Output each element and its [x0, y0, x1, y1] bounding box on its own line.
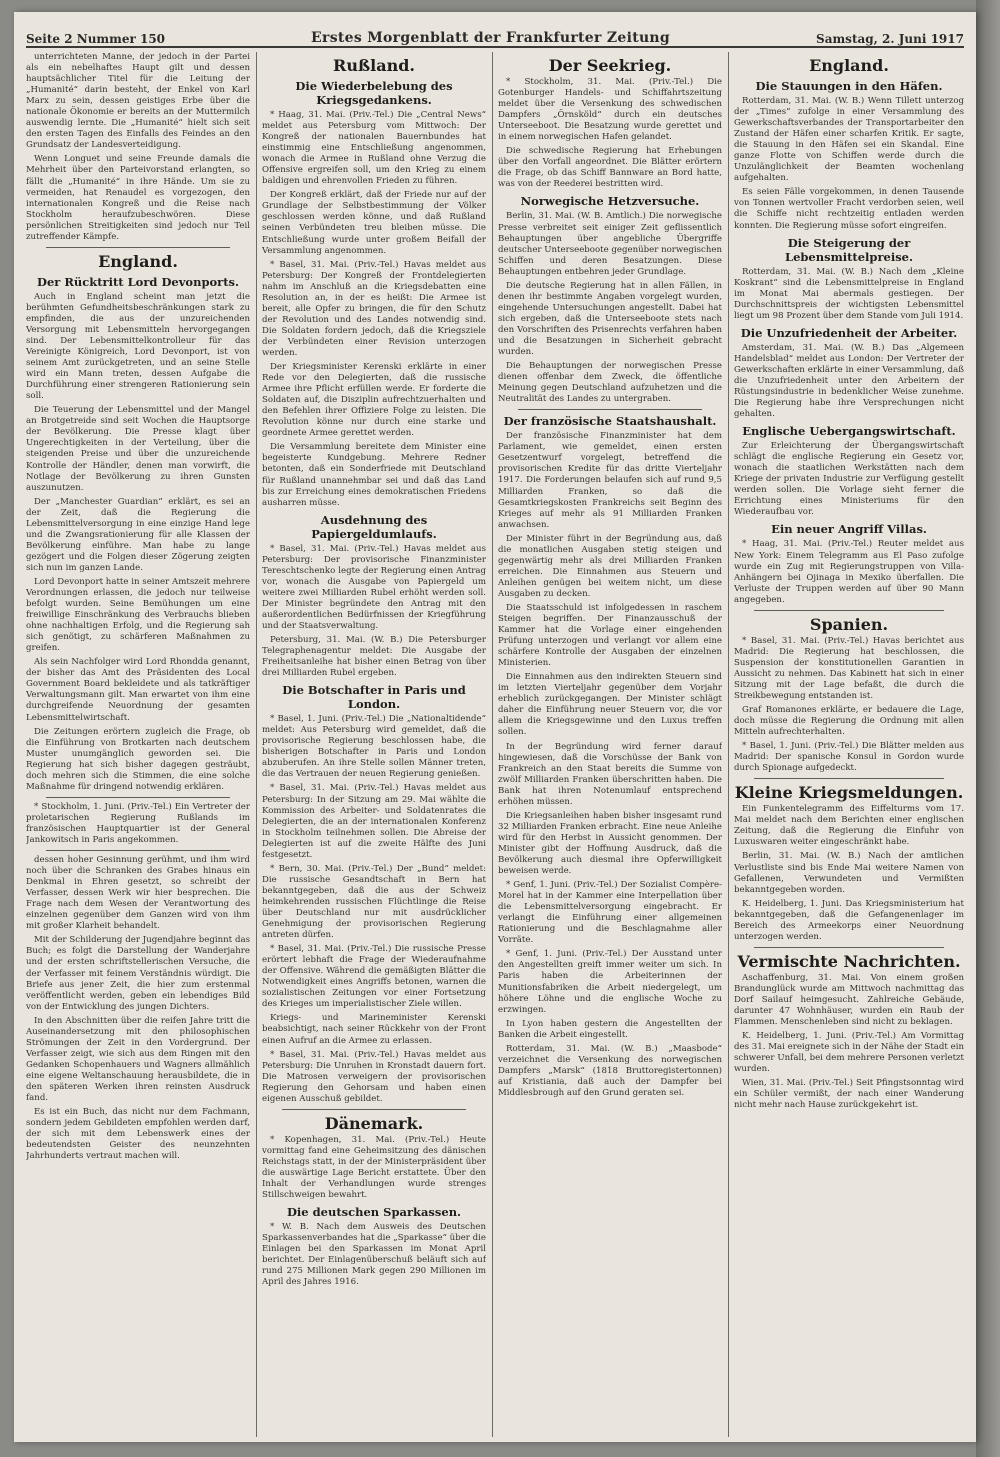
article-paragraph: Petersburg, 31. Mai. (W. B.) Die Petersburger Telegraphenagentur meldet: Die Ausgabe der Freiheitsanleihe hat bisher einen Betrag von über drei Milliarden Rubel ergeben.: [262, 635, 486, 679]
article-paragraph: In den Abschnitten über die reifen Jahre tritt die Auseinandersetzung mit den philosophischen Strömungen der Zeit in den Vordergrund. Der Verfasser zeigt, wie sich aus dem Ringen mit den Gedanken Schopenhauers und Wagners allmählich eine eigene Weltanschauung herausbildete, die in den späteren Werken ihren reinsten Ausdruck fand.: [26, 1015, 250, 1104]
newspaper-page: [14, 12, 976, 1442]
article-paragraph: Rotterdam, 31. Mai. (W. B.) Wenn Tillett unterzog der „Times“ zufolge in einer Versammlung des Gewerkschaftsverbandes der Transportarbeiter den Zustand der Häfen einer scharfen Kritik. Er sagte, die Stauung in den Häfen sei ein Skandal. Eine ganze Flotte von Schiffen werde durch die Unzulänglichkeit der Beamten wochenlang aufgehalten.: [734, 96, 964, 184]
article-paragraph: Als sein Nachfolger wird Lord Rhondda genannt, der bisher das Amt des Präsidenten des Local Government Board bekleidete und als tatkräftiger Verwaltungsmann gilt. Man erwartet von ihm eine durchgreifende Neuordnung der gesamten Lebensmittelwirtschaft.: [26, 657, 250, 723]
article-paragraph: * Genf, 1. Juni. (Priv.-Tel.) Der Ausstand unter den Angestellten greift immer weiter um sich. In Paris haben die Arbeiterinnen der Munitionsfabriken die Arbeit niedergelegt, um höhere Löhne und die englische Woche zu erzwingen.: [498, 949, 722, 1015]
article-paragraph: Die Kriegsanleihen haben bisher insgesamt rund 32 Milliarden Franken erbracht. Eine neue Anleihe wird für den Herbst in Aussicht genommen. Der Minister gibt der Hoffnung Ausdruck, daß die Bevölkerung auch diesmal ihre Opferwilligkeit beweisen werde.: [498, 810, 722, 877]
separator-rule: [754, 778, 944, 779]
issue-date: Samstag, 2. Juni 1917: [816, 32, 964, 46]
article-paragraph: * Basel, 31. Mai. (Priv.-Tel.) Havas berichtet aus Madrid: Die Regierung hat beschlossen, die Suspension der konstitutionellen Garantien in Aussicht zu nehmen. Das Kabinett hat sich in einer Sitzung mit der Lage befaßt, die durch die Streikbewegung entstanden ist.: [734, 635, 964, 701]
article-headline: Ausdehnung des Papiergeldumlaufs.: [311, 512, 437, 541]
article-paragraph: Die deutsche Regierung hat in allen Fällen, in denen ihr bestimmte Angaben vorgelegt wurden, eingehende Untersuchungen angestellt. Dabei hat sich ergeben, daß die Unterseeboote stets nach den Vorschriften des Prisenrechts verfahren haben und die Besatzungen in Sicherheit gebracht wurden.: [498, 280, 722, 358]
column-4: [734, 52, 964, 1437]
article-paragraph: * Basel, 1. Juni. (Priv.-Tel.) Die „Nationaltidende“ meldet: Aus Petersburg wird gemeldet, daß die provisorische Regierung beschlossen habe, die bisherigen Botschafter in Paris und London abzuberufen. An ihre Stelle sollen Männer treten, die das Vertrauen der neuen Regierung genießen.: [262, 714, 486, 780]
article-paragraph: Zur Erleichterung der Übergangswirtschaft schlägt die englische Regierung ein Gesetz vor, wonach die staatlichen Werkstätten nach dem Kriege der privaten Industrie zur Verfügung gestellt werden sollen. Die Vorlage sieht ferner die Errichtung eines Ministeriums für den Wiederaufbau vor.: [734, 441, 964, 518]
column-3: [498, 52, 722, 1437]
separator-rule: [46, 797, 230, 798]
column-1: [26, 52, 250, 1437]
separator-rule: [46, 850, 230, 851]
article-headline: Norwegische Hetzversuche.: [520, 194, 700, 209]
section-heading: Vermischte Nachrichten.: [737, 951, 961, 971]
article-paragraph: Die Teuerung der Lebensmittel und der Mangel an Brotgetreide sind seit Wochen die Hauptsorge der Bevölkerung. Die Presse klagt über Ungerechtigkeiten in der Verteilung, über die steigenden Preise und über die unzureichende Kontrolle der Händler, denen man vorwirft, die Notlage der Bevölkerung zu ihren Gunsten auszunutzen.: [26, 405, 250, 493]
article-paragraph: Amsterdam, 31. Mai. (W. B.) Das „Algemeen Handelsblad“ meldet aus London: Der Vertreter der Gewerkschaften erklärte in einer Versammlung, daß die Unzufriedenheit unter den Arbeitern der Rüstungsindustrie in bedenklicher Weise zunehme. Die Regierung habe ihre Versprechungen nicht gehalten.: [734, 342, 964, 420]
separator-rule: [46, 247, 230, 248]
article-paragraph: * Haag, 31. Mai. (Priv.-Tel.) Die „Central News“ meldet aus Petersburg vom Mittwoch: Der Kongreß der nationalen Bauernbundes hat einstimmig eine Entschließung angenommen, wonach die Armee in Rußland ohne Verzug die Offensive ergreifen soll, um den Krieg zu einem baldigen und ehrenvollen Frieden zu führen.: [262, 110, 486, 187]
article-paragraph: Berlin, 31. Mai. (W. B.) Nach der amtlichen Verlustliste sind bis Ende Mai weitere Namen von Gefallenen, Verwundeten und Vermißten bekanntgegeben worden.: [734, 851, 964, 895]
article-paragraph: Die Zeitungen erörtern zugleich die Frage, ob die Einführung von Brotkarten nach deutschem Muster unumgänglich geworden sei. Die Regierung hat sich bisher dagegen gesträubt, doch mehren sich die Stimmen, die eine solche Maßnahme für dringend notwendig erklären.: [26, 726, 250, 792]
article-headline: Die Steigerung der Lebensmittelpreise.: [784, 235, 914, 264]
article-paragraph: Rotterdam, 31. Mai. (W. B.) Nach dem „Kleine Koskrant“ sind die Lebensmittelpreise in England im Monat Mai abermals gestiegen. Der Durchschnittspreis der wichtigsten Lebensmittel liegt um 98 Prozent über dem Stande vom Juli 1914.: [734, 266, 964, 321]
separator-rule: [754, 947, 944, 948]
article-paragraph: * Haag, 31. Mai. (Priv.-Tel.) Reuter meldet aus New York: Einem Telegramm aus El Paso zufolge wurde ein Zug mit Regierungstruppen von Villa-Anhängern bei Ojinaga in Mexiko überfallen. Die Verluste der Truppen werden auf über 90 Mann angegeben.: [734, 539, 964, 605]
article-paragraph: Die Behauptungen der norwegischen Presse dienen offenbar dem Zweck, die öffentliche Meinung gegen Deutschland aufzuhetzen und die Neutralität des Landes zu untergraben.: [498, 361, 722, 405]
article-paragraph: Der Kriegsminister Kerenski erklärte in einer Rede vor den Delegierten, daß die russische Armee ihre Pflicht erfüllen werde. Er forderte die Soldaten auf, die Disziplin aufrechtzuerhalten und den Befehlen ihrer Offiziere Folge zu leisten. Die Revolution könne nur durch eine starke und geordnete Armee gerettet werden.: [262, 362, 486, 439]
section-heading: Spanien.: [809, 614, 889, 634]
article-headline: Der Rücktritt Lord Devonports.: [36, 274, 240, 289]
separator-rule: [518, 409, 702, 410]
article-paragraph: Graf Romanones erklärte, er bedauere die Lage, doch müsse die Regierung die Ordnung mit allen Mitteln aufrechterhalten.: [734, 705, 964, 738]
article-headline: Ein neuer Angriff Villas.: [771, 522, 927, 537]
article-paragraph: Wien, 31. Mai. (Priv.-Tel.) Seit Pfingstsonntag wird ein Schüler vermißt, der nach einer Wanderung nicht mehr nach Hause zurückgekehrt ist.: [734, 1078, 964, 1111]
article-paragraph: Es seien Fälle vorgekommen, in denen Tausende von Tonnen wertvoller Fracht verdorben seien, weil die Schiffe nicht rechtzeitig entladen werden konnten. Die Regierung müsse sofort eingreifen.: [734, 187, 964, 231]
article-paragraph: Die Einnahmen aus den indirekten Steuern sind im letzten Vierteljahr gegenüber dem Vorjahr erheblich zurückgegangen. Der Minister schlägt daher die Einführung neuer Steuern vor, die vor allem die Kriegsgewinne und den Luxus treffen sollen.: [498, 672, 722, 738]
article-paragraph: * Stockholm, 31. Mai. (Priv.-Tel.) Die Gotenburger Handels- und Schiffahrtszeitung meldet über die Versenkung des schwedischen Dampfers „Örnsköld“ durch ein deutsches Unterseeboot. Die Besatzung wurde gerettet und in einem norwegischen Hafen gelandet.: [498, 77, 722, 143]
section-heading: England.: [809, 56, 889, 75]
article-paragraph: Die schwedische Regierung hat Erhebungen über den Vorfall angeordnet. Die Blätter erörtern die Frage, ob das Schiff Bannware an Bord hatte, was von der Reederei bestritten wird.: [498, 146, 722, 190]
article-paragraph: Berlin, 31. Mai. (W. B. Amtlich.) Die norwegische Presse verbreitet seit einiger Zeit geflissentlich Behauptungen über angebliche Übergriffe deutscher Unterseeboote gegenüber norwegischen Schiffen und deren Besatzungen. Diese Behauptungen entbehren jeder Grundlage.: [498, 211, 722, 277]
article-paragraph: Es ist ein Buch, das nicht nur dem Fachmann, sondern jedem Gebildeten empfohlen werden darf, der sich mit dem Lebenswerk eines der bedeutendsten Geister des neunzehnten Jahrhunderts vertraut machen will.: [26, 1107, 250, 1162]
section-heading: Dänemark.: [324, 1113, 424, 1133]
article-paragraph: dessen hoher Gesinnung gerühmt, und ihm wird noch über die Schranken des Grabes hinaus ein Denkmal in Ehren gesetzt, so schreibt der Verfasser, dessen Werk wir hier besprechen. Die Frage nach dem Wesen der Verantwortung des einzelnen gegenüber dem Ganzen wird von ihm mit großer Klarheit behandelt.: [26, 855, 250, 932]
article-paragraph: Der Kongreß erklärt, daß der Friede nur auf der Grundlage der Selbstbestimmung der Völker geschlossen werden könne, und daß Rußland seinen Verbündeten treu bleiben müsse. Die Entschließung wurde unter großem Beifall der Versammlung angenommen.: [262, 190, 486, 256]
section-heading: Rußland.: [333, 56, 415, 75]
page-number: Seite 2 Nummer 150: [26, 32, 166, 46]
article-paragraph: * W. B. Nach dem Ausweis des Deutschen Sparkassenverbandes hat die „Sparkasse“ über die Einlagen bei den Sparkassen im Monat April berichtet. Der Einlagenüberschuß beläuft sich auf rund 275 Millionen Mark gegen 290 Millionen im April des Jahres 1916.: [262, 1222, 486, 1288]
article-paragraph: Der „Manchester Guardian“ erklärt, es sei an der Zeit, daß die Regierung die Lebensmittelversorgung in eine einzige Hand lege und die Zwangsrationierung für alle Klassen der Bevölkerung einführe. Man habe zu lange gezögert und die Folgen dieser Zögerung zeigten sich nun im ganzen Lande.: [26, 496, 250, 573]
article-paragraph: * Stockholm, 1. Juni. (Priv.-Tel.) Ein Vertreter der proletarischen Regierung Rußlands im französischen Hauptquartier ist der General Jankowitsch in Paris angekommen.: [26, 801, 250, 845]
article-paragraph: Aschaffenburg, 31. Mai. Von einem großen Brandunglück wurde am Mittwoch nachmittag das Dorf Sailauf heimgesucht. Zahlreiche Gebäude, darunter 47 Wohnhäuser, wurden ein Raub der Flammen. Menschenleben sind nicht zu beklagen.: [734, 972, 964, 1028]
article-headline: Die Wiederbelebung des Kriegsgedankens.: [295, 79, 453, 107]
article-paragraph: * Basel, 31. Mai. (Priv.-Tel.) Havas meldet aus Petersburg: Der Kongreß der Frontdelegierten nahm im Anschluß an die Kriegsdebatten eine Resolution an, in der es heißt: Die Armee ist bereit, alle Opfer zu bringen, die für den Schutz der Revolution und des Landes notwendig sind. Die Soldaten fordern jedoch, daß die Kriegsziele der Verbündeten einer Revision unterzogen werden.: [262, 259, 486, 358]
article-paragraph: Rotterdam, 31. Mai. (W. B.) „Maasbode“ verzeichnet die Versenkung des norwegischen Dampfers „Marsk“ (1818 Bruttoregistertonnen) auf Kristiania, daß auch der Dampfer bei Middlesbrough auf den Grund geraten sei.: [498, 1043, 722, 1098]
article-paragraph: * Basel, 31. Mai. (Priv.-Tel.) Havas meldet aus Petersburg: Die Unruhen in Kronstadt dauern fort. Die Matrosen verweigern der provisorischen Regierung den Gehorsam und haben einen eigenen Ausschuß gebildet.: [262, 1049, 486, 1104]
section-heading: England.: [98, 251, 178, 271]
newspaper-title: Erstes Morgenblatt der Frankfurter Zeitung: [311, 30, 671, 46]
article-paragraph: K. Heidelberg, 1. Juni. (Priv.-Tel.) Am Vormittag des 31. Mai ereignete sich in der Nähe der Stadt ein schwerer Unfall, bei dem mehrere Personen verletzt wurden.: [734, 1031, 964, 1075]
article-paragraph: In der Begründung wird ferner darauf hingewiesen, daß die Vorschüsse der Bank von Frankreich an den Staat bereits die Summe von zwölf Milliarden Franken überschritten haben. Die Bank hat ihren Notenumlauf entsprechend erhöhen müssen.: [498, 741, 722, 807]
page-edge: [976, 0, 1000, 1457]
article-paragraph: * Basel, 31. Mai. (Priv.-Tel.) Havas meldet aus Petersburg: In der Sitzung am 29. Mai wählte die Kommission des Arbeiter- und Soldatenrates die Delegierten, die an der internationalen Konferenz in Stockholm teilnehmen sollen. Die Abreise der Delegierten ist auf die zweite Hälfte des Juni festgesetzt.: [262, 783, 486, 860]
article-paragraph: In Lyon haben gestern die Angestellten der Banken die Arbeit eingestellt.: [498, 1018, 722, 1040]
masthead: [26, 18, 964, 48]
article-paragraph: * Genf, 1. Juni. (Priv.-Tel.) Der Sozialist Compère-Morel hat in der Kammer eine Interpellation über die Lebensmittelversorgung eingebracht. Er verlangt die Einführung einer allgemeinen Rationierung und die Beschlagnahme aller Vorräte.: [498, 880, 722, 946]
section-heading: Der Seekrieg.: [548, 56, 672, 75]
article-headline: Englische Uebergangswirtschaft.: [742, 424, 956, 439]
article-paragraph: Wenn Longuet und seine Freunde damals die Mehrheit über den Parteivorstand erlangten, so fällt die „Humanité“ in ihre Hände. Um sie zu vermeiden, hat Renaudel es vorgezogen, den internationalen Kongreß und die Reise nach Stockholm heraufzubeschwören. Diese persönlichen Streitigkeiten sind jedoch nur Teil zutreffender Kämpfe.: [26, 154, 250, 242]
section-heading: Kleine Kriegsmeldungen.: [734, 783, 964, 803]
column-rule: [492, 52, 493, 1437]
article-paragraph: Der französische Finanzminister hat dem Parlament, wie gemeldet, einen ersten Gesetzentwurf vorgelegt, betreffend die provisorischen Kredite für das dritte Vierteljahr 1917. Die Forderungen belaufen sich auf rund 9,5 Milliarden Franken, so daß die Gesamtkriegskosten Frankreichs seit Beginn des Krieges auf mehr als 91 Milliarden Franken anwachsen.: [498, 431, 722, 530]
article-paragraph: Lord Devonport hatte in seiner Amtszeit mehrere Verordnungen erlassen, die jedoch nur teilweise befolgt wurden. Seine Bemühungen um eine freiwillige Einschränkung des Verbrauchs blieben ohne nachhaltigen Erfolg, und die Regierung sah sich genötigt, zu schärferen Maßnahmen zu greifen.: [26, 576, 250, 654]
article-paragraph: * Basel, 31. Mai. (Priv.-Tel.) Die russische Presse erörtert lebhaft die Frage der Wiederaufnahme der Offensive. Während die gemäßigten Blätter die Notwendigkeit eines Angriffs betonen, warnen die sozialistischen Zeitungen vor einer Fortsetzung des Krieges um imperialistischer Ziele willen.: [262, 944, 486, 1010]
article-paragraph: Die Versammlung bereitete dem Minister eine begeisterte Kundgebung. Mehrere Redner betonten, daß ein Sonderfriede mit Deutschland für Rußland unannehmbar sei und daß das Land bis zur Erreichung eines demokratischen Friedens ausharren müsse.: [262, 442, 486, 508]
article-headline: Die Botschafter in Paris und London.: [282, 683, 466, 712]
article-headline: Die deutschen Sparkassen.: [286, 1205, 462, 1220]
article-paragraph: Der Minister führt in der Begründung aus, daß die monatlichen Ausgaben stetig steigen und gegenwärtig mehr als drei Milliarden Franken erreichen. Die Einnahmen aus Steuern und Anleihen genügen bei weitem nicht, um diese Ausgaben zu decken.: [498, 533, 722, 599]
article-paragraph: * Basel, 31. Mai. (Priv.-Tel.) Havas meldet aus Petersburg: Der provisorische Finanzminister Tereschtschenko legte der Regierung einen Antrag vor, wonach die Ausgabe von Papiergeld um weitere zwei Milliarden Rubel erhöht werden soll. Der Minister begründete den Antrag mit den außerordentlichen Bedürfnissen der Kriegführung und der Staatsverwaltung.: [262, 543, 486, 631]
article-headline: Der französische Staatshaushalt.: [503, 414, 717, 429]
article-paragraph: * Bern, 30. Mai. (Priv.-Tel.) Der „Bund“ meldet: Die russische Gesandtschaft in Bern hat bekanntgegeben, daß die aus der Schweiz heimkehrenden russischen Flüchtlinge die Reise über Deutschland nur mit ausdrücklicher Genehmigung der provisorischen Regierung antreten dürfen.: [262, 863, 486, 941]
article-paragraph: Kriegs- und Marineminister Kerenski beabsichtigt, nach seiner Rückkehr von der Front einen Aufruf an die Armee zu erlassen.: [262, 1013, 486, 1046]
article-paragraph: Die Staatsschuld ist infolgedessen in raschem Steigen begriffen. Der Finanzausschuß der Kammer hat die Vorlage einer eingehenden Prüfung unterzogen und verlangt vor allem eine schärfere Kontrolle der Ausgaben der einzelnen Ministerien.: [498, 602, 722, 669]
article-paragraph: K. Heidelberg, 1. Juni. Das Kriegsministerium hat bekanntgegeben, daß die Gefangenenlager im Bereich des Armeekorps einer Neuordnung unterzogen werden.: [734, 898, 964, 942]
column-rule: [728, 52, 729, 1437]
separator-rule: [754, 610, 944, 611]
article-paragraph: Ein Funkentelegramm des Eiffelturms vom 17. Mai meldet nach dem Berichten einer englischen Zeitung, daß die Regierung die Einfuhr von Luxuswaren weiter eingeschränkt habe.: [734, 804, 964, 848]
article-headline: Die Unzufriedenheit der Arbeiter.: [740, 325, 958, 340]
article-paragraph: * Basel, 1. Juni. (Priv.-Tel.) Die Blätter melden aus Madrid: Der spanische Konsul in Gordon wurde durch Spionage aufgedeckt.: [734, 741, 964, 774]
article-headline: Die Stauungen in den Häfen.: [755, 79, 943, 93]
article-paragraph: * Kopenhagen, 31. Mai. (Priv.-Tel.) Heute vormittag fand eine Geheimsitzung des dänischen Reichstags statt, in der der Ministerpräsident über die auswärtige Lage Bericht erstattete. Über den Inhalt der Verhandlungen wurde strenges Stillschweigen bewahrt.: [262, 1134, 486, 1201]
article-paragraph: Mit der Schilderung der Jugendjahre beginnt das Buch; es folgt die Darstellung der Wanderjahre und der ersten schriftstellerischen Versuche, die der Verfasser mit feinem Verständnis würdigt. Die Briefe aus jener Zeit, die hier zum erstenmal veröffentlicht werden, geben ein lebendiges Bild von der Entwicklung des jungen Dichters.: [26, 935, 250, 1012]
article-paragraph: Auch in England scheint man jetzt die berühmten Gefundheitsbeschränkungen stark zu empfinden, die aus der unzureichenden Versorgung mit Lebensmitteln hervorgegangen sind. Der Lebensmittelkontrolleur für das Vereinigte Königreich, Lord Devonport, ist von seinem Amt zurückgetreten, und an seine Stelle wird ein Mann treten, dessen Aufgabe die Durchführung einer strengeren Rationierung sein soll.: [26, 291, 250, 402]
column-rule: [256, 52, 257, 1437]
article-paragraph: unterrichteten Manne, der jedoch in der Partei als ein nebelhaftes Haupt gilt und dessen hauptsächlicher Titel für die Leitung der „Humanité“ darin besteht, der Enkel von Karl Marx zu sein, dessen geistiges Erbe über die nationale Ökonomie er bereits an der Muttermilch auswendig lernte. Die „Humanité“ hielt sich seit den ersten Tagen des Einfalls des Feindes an den Grundsatz der Landesverteidigung.: [26, 52, 250, 151]
separator-rule: [282, 1109, 466, 1110]
column-2: [262, 52, 486, 1437]
